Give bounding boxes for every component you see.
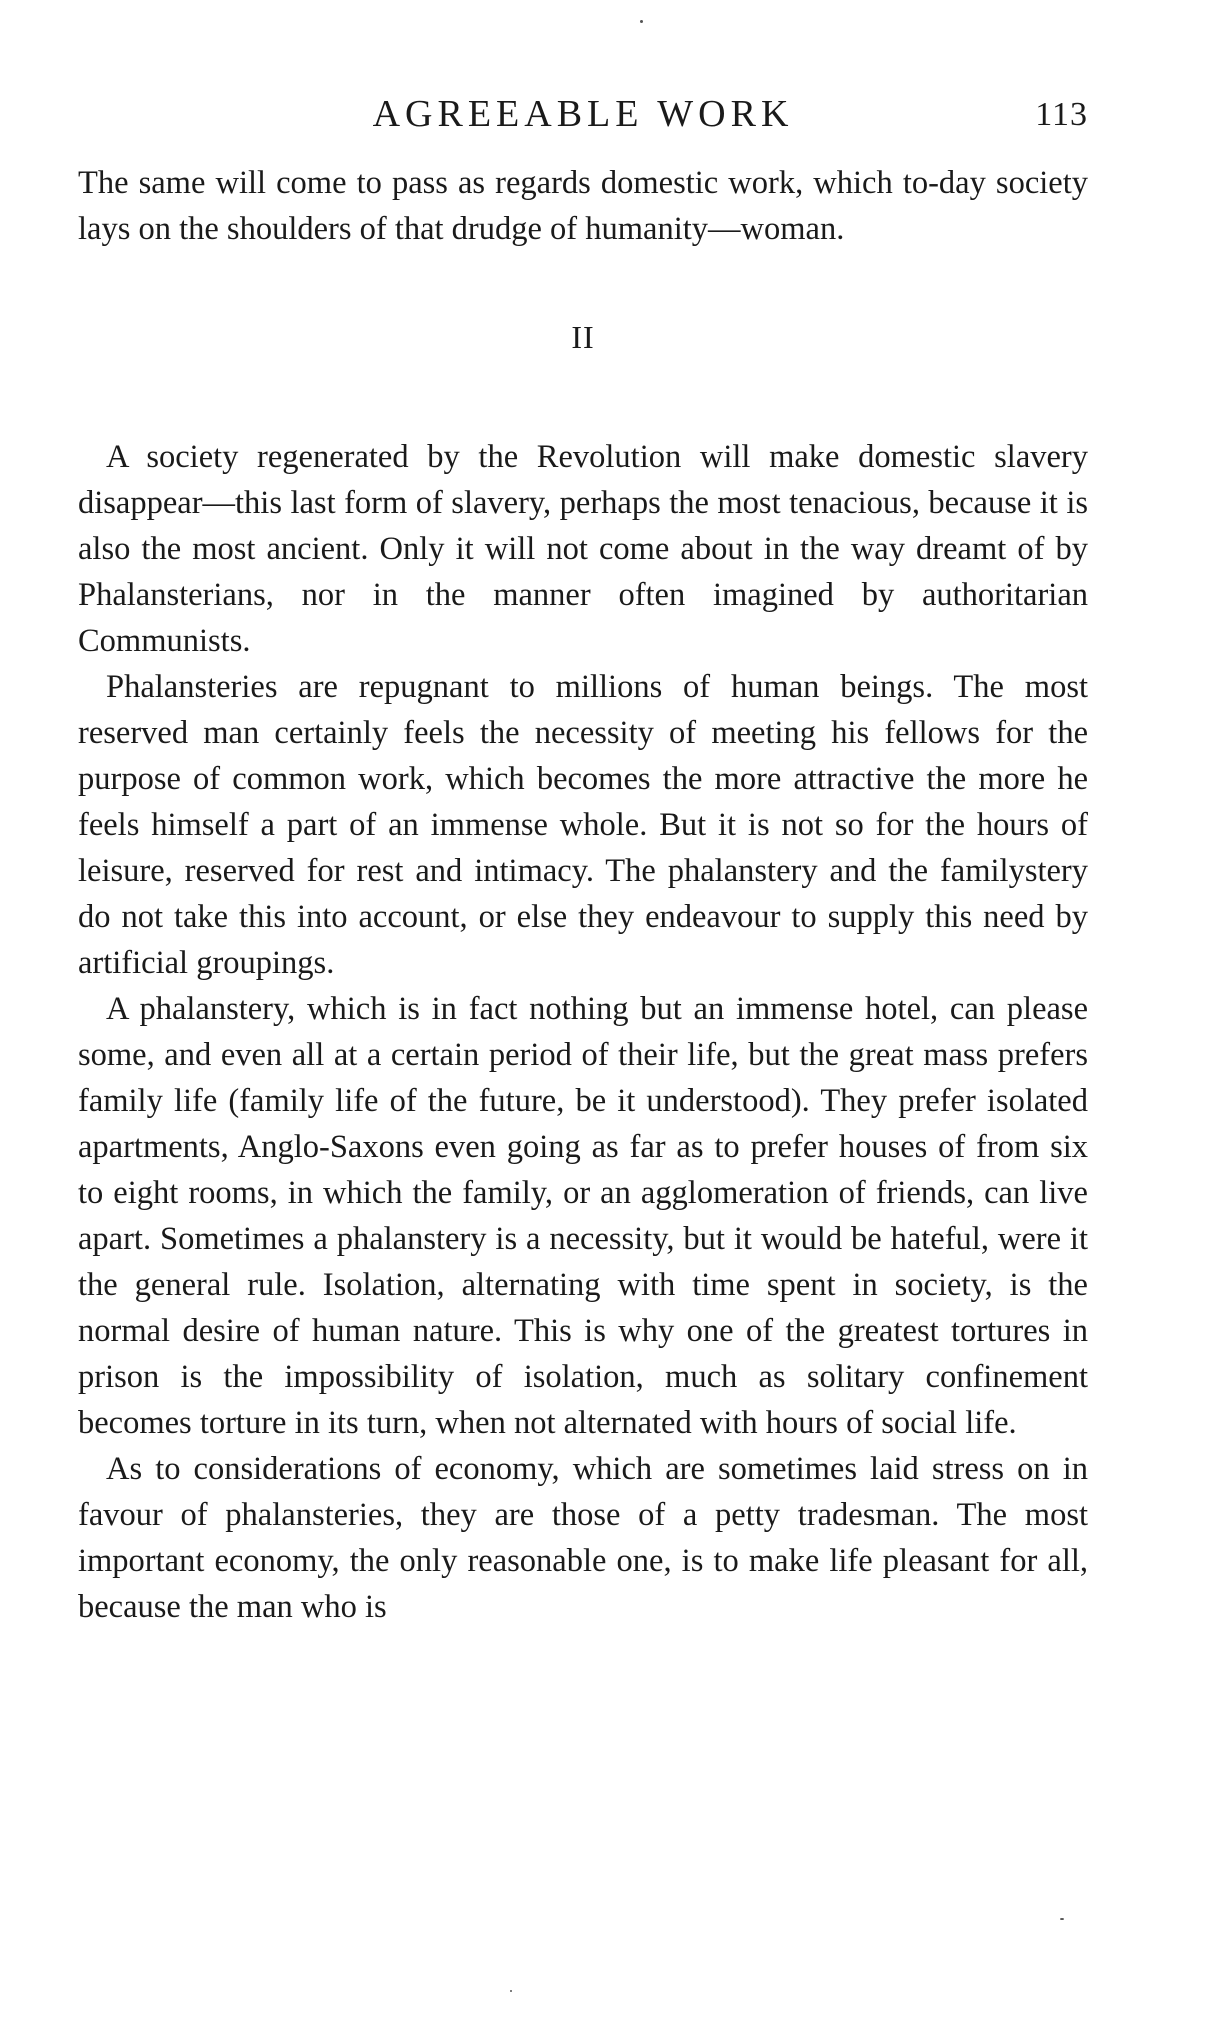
body-text xyxy=(78,160,1088,1630)
paragraph-continued: The same will come to pass as regards domestic work, which to-day society lays on the shoulders of that drudge of humanity—woman. xyxy=(78,165,1088,247)
section-number: II xyxy=(571,319,595,355)
paragraph: As to considerations of economy, which are sometimes laid stress on in favour of phalansteries, they are those of a petty tradesman. The most important economy, the only reasonable one, is to make life pleasant for all, because the man who is xyxy=(78,1451,1088,1625)
page-number: 113 xyxy=(1035,96,1088,133)
scan-speck xyxy=(510,1990,512,1992)
paragraph: A phalanstery, which is in fact nothing but an immense hotel, can please some, and even all at a certain period of their life, but the great mass prefers family life (family life of the future, be it understood). They prefer isolated apartments, Anglo-Saxons even going as far as to prefer houses of from six to eight rooms, in which the family, or an agglomeration of friends, can live apart. Sometimes a phalanstery is a necessity, but it would be hateful, were it the general rule. Isolation, alternating with time spent in society, is the normal desire of human nature. This is why one of the greatest tortures in prison is the impossibility of isolation, much as solitary confinement becomes torture in its turn, when not alternated with hours of social life. xyxy=(78,991,1088,1441)
paragraph: Phalansteries are repugnant to millions of human beings. The most reserved man certainly feels the necessity of meeting his fellows for the purpose of common work, which becomes the more attractive the more he feels himself a part of an immense whole. But it is not so for the hours of leisure, reserved for rest and intimacy. The phalanstery and the familystery do not take this into account, or else they endeavour to supply this need by artificial groupings. xyxy=(78,669,1088,981)
scan-speck xyxy=(640,20,643,23)
running-head xyxy=(78,92,1088,142)
running-title: AGREEABLE WORK xyxy=(372,93,794,135)
scan-speck xyxy=(1060,1918,1064,1920)
paragraph: A society regenerated by the Revolution will make domestic slavery disappear—this last form of slavery, perhaps the most tenacious, because it is also the most ancient. Only it will not come about in the way dreamt of by Phalansterians, nor in the manner often imagined by authoritarian Communists. xyxy=(78,439,1088,659)
